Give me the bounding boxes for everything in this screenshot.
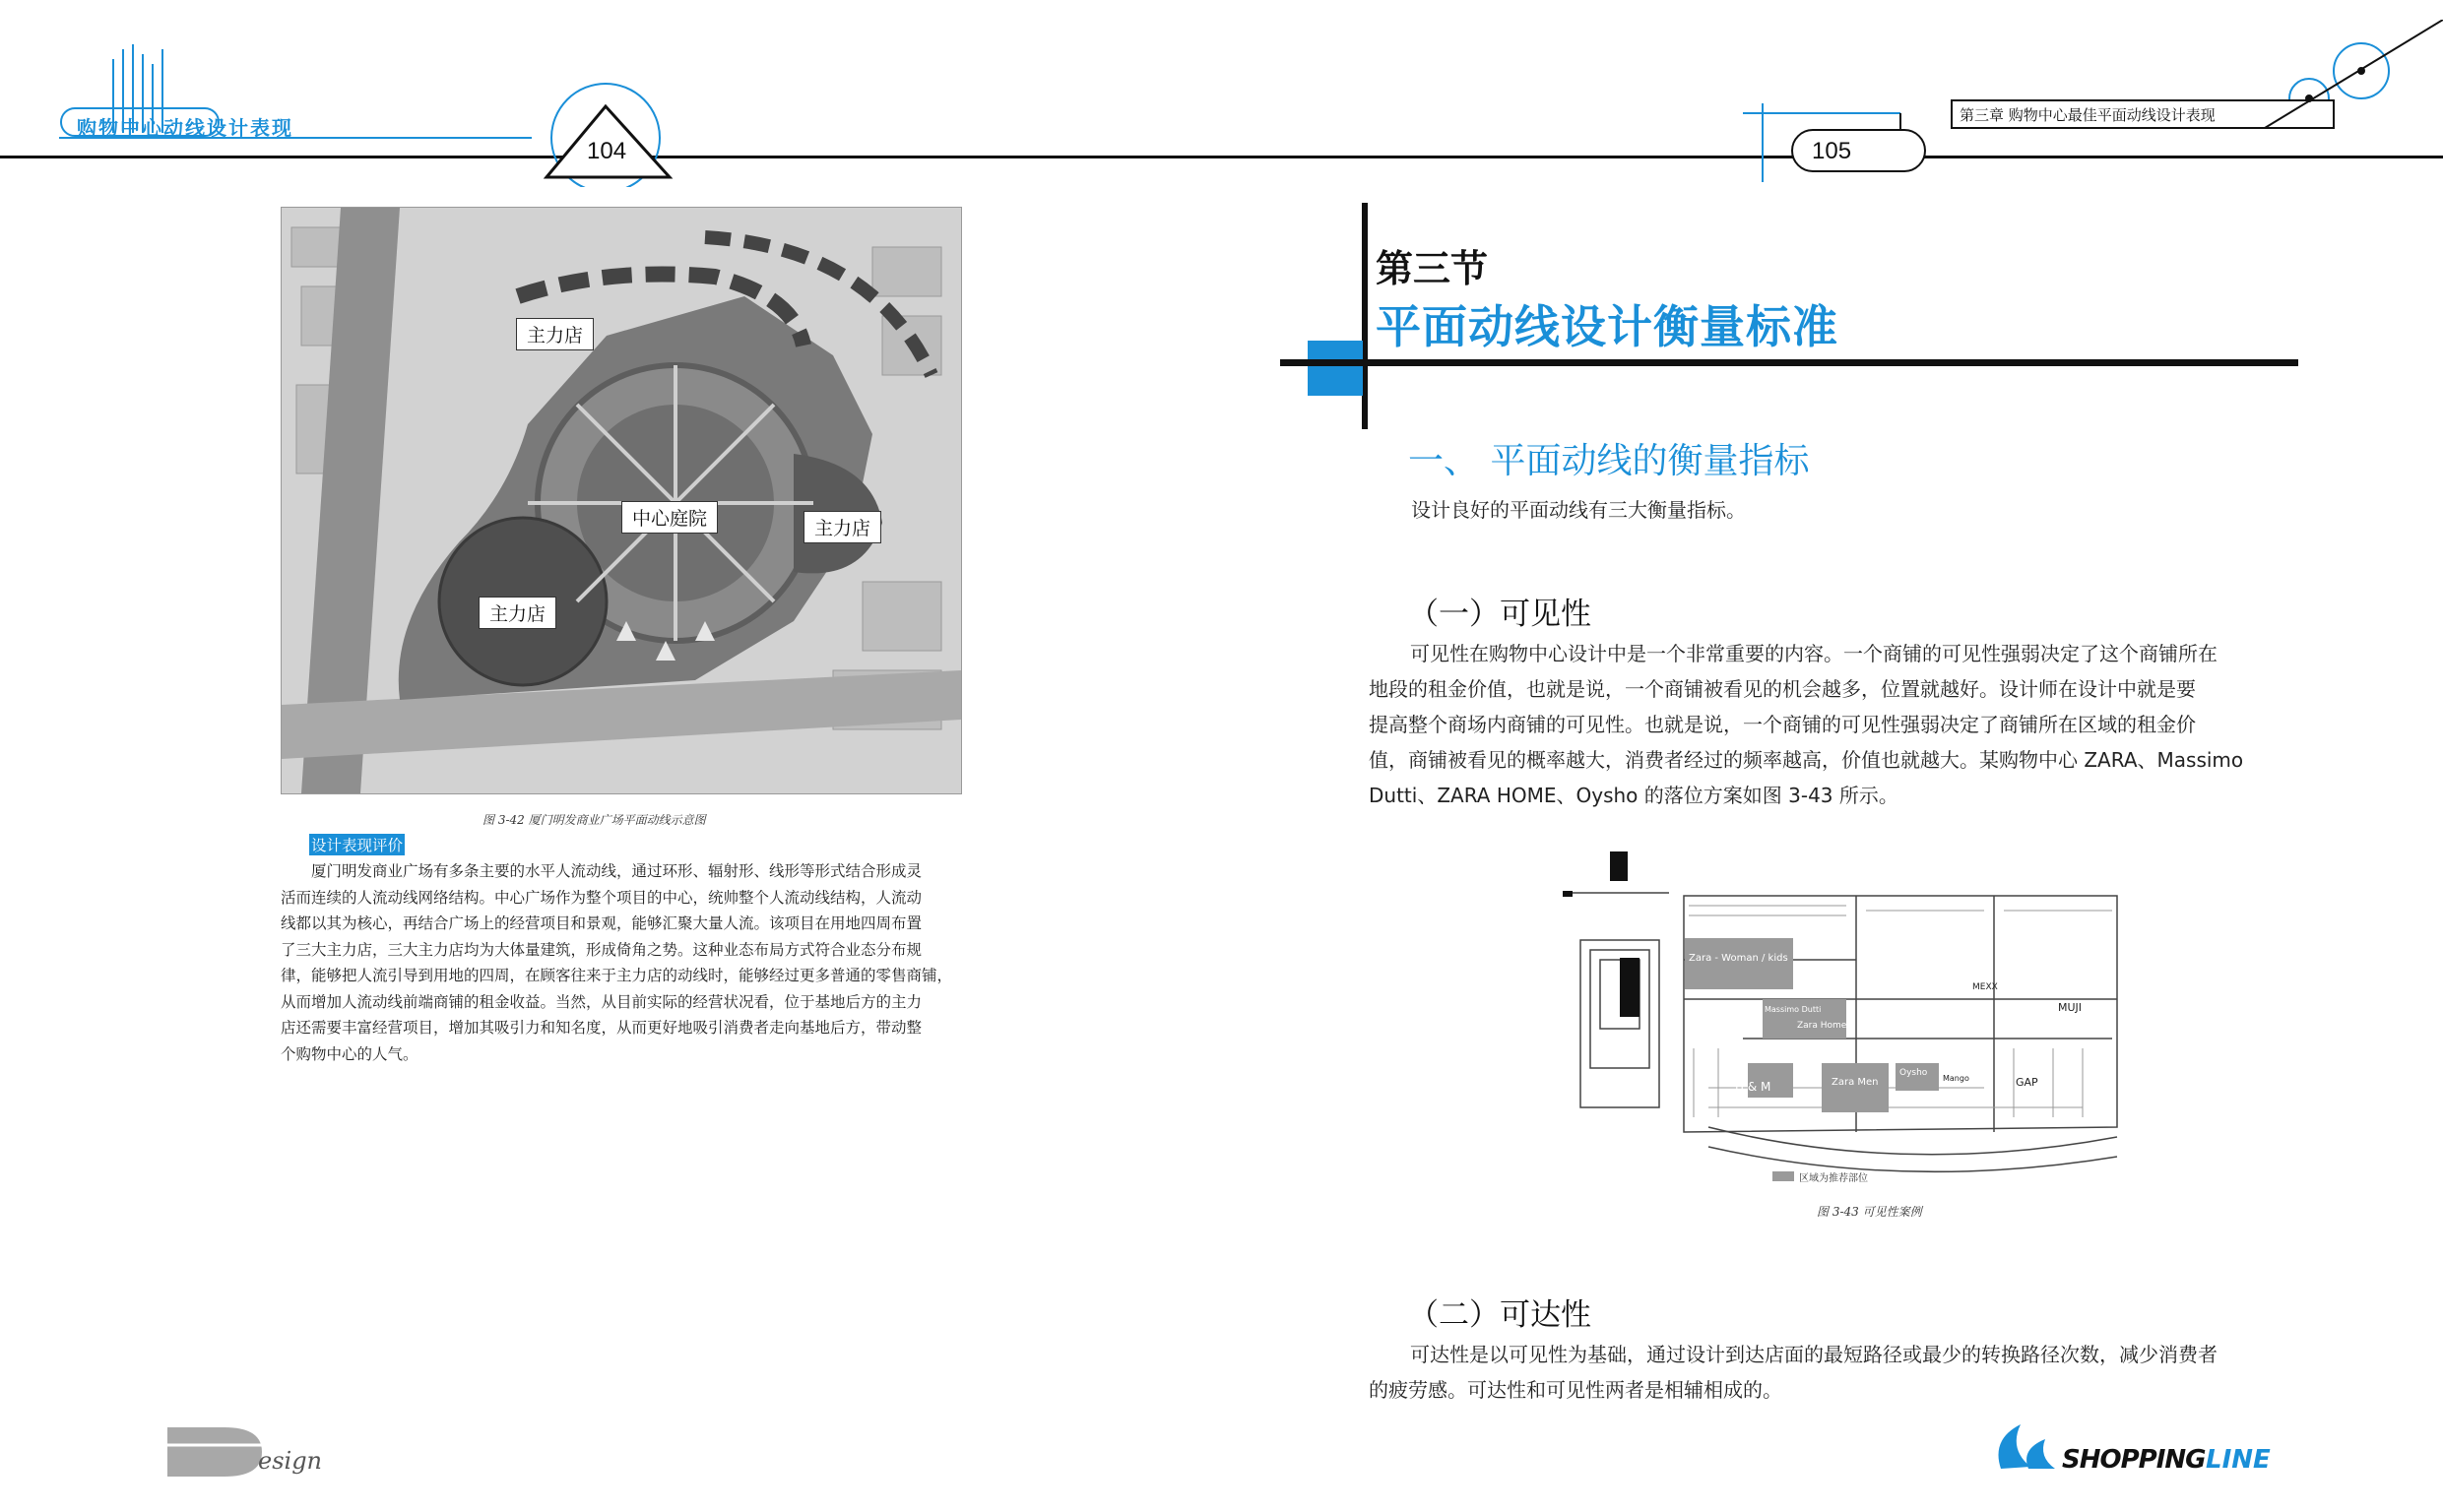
- evaluation-line: 线都以其为核心，再结合广场上的经营项目和景观，能够汇聚大量人流。该项目在用地四周布置: [281, 914, 923, 932]
- item1-line: 地段的租金价值，也就是说，一个商铺被看见的机会越多，位置就越好。设计师在设计中就是要: [1369, 677, 2196, 701]
- left-running-title: 购物中心动线设计表现: [77, 116, 293, 140]
- item2-line: 可达性是以可见性为基础，通过设计到达店面的最短路径或最少的转换路径次数，减少消费者: [1410, 1343, 2218, 1366]
- map-label-anchor-right: 主力店: [804, 511, 881, 543]
- evaluation-line: 了三大主力店，三大主力店均为大体量建筑，形成倚角之势。这种业态布局方式符合业态分布规: [281, 940, 923, 959]
- map-label-anchor-top: 主力店: [516, 318, 594, 350]
- evaluation-line: 厦门明发商业广场有多条主要的水平人流动线，通过环形、辐射形、线形等形式结合形成灵: [311, 862, 923, 880]
- item1-body: [1369, 636, 2297, 813]
- right-page-number: 105: [1812, 138, 1852, 164]
- evaluation-line: 活而连续的人流动线网络结构。中心广场作为整个项目的中心，统帅整个人流动线结构，人流动: [281, 888, 923, 907]
- left-page-number: 104: [587, 138, 627, 164]
- plan-label-zara-woman: Zara - Woman / kids: [1689, 953, 1788, 964]
- plan-legend-text: 区域为推荐部位: [1799, 1173, 1868, 1184]
- item1-line: 提高整个商场内商铺的可见性。也就是说，一个商铺的可见性强弱决定了商铺所在区域的租金价: [1369, 713, 2196, 736]
- site-plan-figure: [281, 207, 962, 794]
- plan-label-zara-home: Zara Home: [1797, 1021, 1847, 1031]
- evaluation-line: 个购物中心的人气。: [281, 1044, 418, 1063]
- plan-label-hm: H & M: [1735, 1080, 1771, 1094]
- plan-label-massimo: Massimo Dutti: [1765, 1005, 1822, 1014]
- floor-plan-drawing: [1561, 851, 2122, 1186]
- shopping-line-logo-mark: [1991, 1419, 2060, 1474]
- item1-line: 值，商铺被看见的概率越大，消费者经过的频率越高，价值也就越大。某购物中心 ZARA、Massimo: [1369, 748, 2244, 772]
- plan-label-muji: MUJI: [2058, 1001, 2083, 1014]
- item2-body: [1369, 1337, 2297, 1408]
- right-running-title: 第三章 购物中心最佳平面动线设计表现: [1960, 106, 2216, 124]
- evaluation-line: 律，能够把人流引导到用地的四周，在顾客往来于主力店的动线时，能够经过更多普通的零售商铺，: [281, 967, 953, 984]
- subsection-title: 一、 平面动线的衡量指标: [1408, 441, 1810, 481]
- figure-3-42-caption: 图 3-42 厦门明发商业广场平面动线示意图: [482, 813, 706, 827]
- plan-label-mango: Mango: [1943, 1074, 1969, 1083]
- plan-label-zara-men: Zara Men: [1832, 1077, 1879, 1088]
- evaluation-heading: 设计表现评价: [309, 834, 405, 855]
- item1-heading: （一）可见性: [1408, 597, 1591, 632]
- item1-line: Dutti、ZARA HOME、Oysho 的落位方案如图 3-43 所示。: [1369, 784, 1898, 807]
- evaluation-body: [281, 858, 975, 1067]
- figure-3-43-caption: 图 3-43 可见性案例: [1817, 1205, 1922, 1219]
- map-label-center-court: 中心庭院: [621, 501, 718, 534]
- item2-line: 的疲劳感。可达性和可见性两者是相辅相成的。: [1369, 1378, 1782, 1402]
- plan-label-mexx: MEXX: [1972, 982, 1998, 992]
- section-label: 第三节: [1376, 247, 1489, 290]
- subsection-intro: 设计良好的平面动线有三大衡量指标。: [1411, 498, 1746, 522]
- plan-label-oysho: Oysho: [1899, 1068, 1928, 1078]
- evaluation-line: 从而增加人流动线前端商铺的租金收益。当然，从目前实际的经营状况看，位于基地后方的主力: [281, 992, 923, 1011]
- design-logo-text: esign: [258, 1447, 323, 1475]
- plan-label-gap: GAP: [2016, 1076, 2038, 1089]
- design-logo-mark: [167, 1427, 266, 1477]
- section-title: 平面动线设计衡量标准: [1376, 300, 1838, 353]
- item2-heading: （二）可达性: [1408, 1297, 1591, 1333]
- shopping-logo-main: SHOPPING: [2062, 1445, 2206, 1475]
- floor-plan-figure: [1561, 851, 2122, 1186]
- section-blue-block: [1308, 341, 1363, 396]
- map-label-anchor-left: 主力店: [479, 597, 556, 629]
- item1-line: 可见性在购物中心设计中是一个非常重要的内容。一个商铺的可见性强弱决定了这个商铺所在: [1410, 642, 2218, 665]
- shopping-logo-accent: LINE: [2206, 1445, 2271, 1475]
- evaluation-line: 店还需要丰富经营项目，增加其吸引力和知名度，从而更好地吸引消费者走向基地后方，带动整: [281, 1019, 923, 1037]
- section-rule: [1280, 359, 2298, 366]
